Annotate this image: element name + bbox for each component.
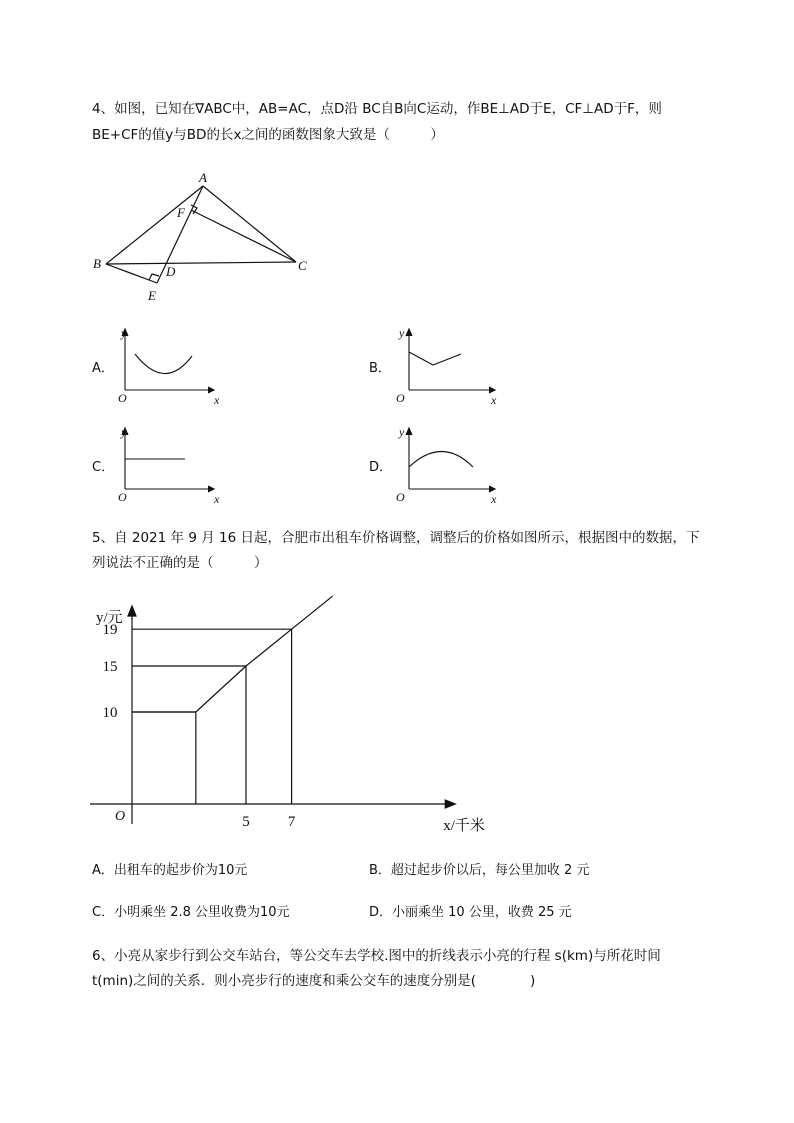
q4-option-d-graph xyxy=(387,421,507,511)
y-tick-label: 15 xyxy=(102,659,118,675)
q5-option-b: B．超过起步价以后，每公里加收 2 元 xyxy=(369,863,590,878)
label-E: E xyxy=(148,288,156,303)
label-B: B xyxy=(93,256,101,271)
x-axis-arrow xyxy=(445,800,455,808)
label-C: C xyxy=(298,258,307,273)
q5-text-line2: 列说法不正确的是（ ） xyxy=(92,555,268,571)
q4-text-line2: BE+CF的值y与BD的长x之间的函数图象大致是（ ） xyxy=(92,127,444,143)
axis-y-label: y xyxy=(399,425,405,439)
q4-option-c-letter: C． xyxy=(92,460,115,475)
y-axis-title: y/元 xyxy=(96,610,123,626)
y-tick-label: 10 xyxy=(102,705,118,721)
axis-y-label: y xyxy=(121,326,127,340)
q6-text-line1: 6、小亮从家步行到公交车站台，等公交车去学校.图中的折线表示小亮的行程 s(km)与所花时间 xyxy=(92,948,661,964)
axis-x-label: x xyxy=(491,393,497,407)
axis-x-label: x xyxy=(214,393,220,407)
q4-option-a-graph xyxy=(110,322,230,412)
axis-x-label: x xyxy=(214,492,220,506)
q4-option-b-letter: B． xyxy=(369,361,391,376)
label-A: A xyxy=(199,170,207,185)
q5-option-c: C．小明乘坐 2.8 公里收费为10元 xyxy=(92,905,290,920)
x-axis-title: x/千米 xyxy=(443,818,485,834)
y-axis-arrow xyxy=(128,606,136,616)
fare-line xyxy=(132,596,333,712)
fare-chart xyxy=(90,598,485,838)
axis-y-label: y xyxy=(121,425,127,439)
label-F: F xyxy=(177,205,185,220)
q4-text-line1: 4、如图，已知在∇ABC中，AB=AC，点D沿 BC自B向C运动，作BE⊥AD于E，CF⊥AD于F，则 xyxy=(92,101,662,117)
q4-option-c-graph xyxy=(110,421,230,511)
origin-label: O xyxy=(396,490,405,504)
q5-option-d: D．小丽乘坐 10 公里，收费 25 元 xyxy=(369,905,572,920)
q5-text-line1: 5、自 2021 年 9 月 16 日起，合肥市出租车价格调整，调整后的价格如图所示，根据图中的数据，下 xyxy=(92,530,700,546)
q4-option-d-letter: D． xyxy=(369,460,393,475)
triangle-figure xyxy=(0,0,794,320)
q5-option-a: A．出租车的起步价为10元 xyxy=(92,863,248,878)
axis-x-label: x xyxy=(491,492,497,506)
x-tick-label: 5 xyxy=(242,814,250,830)
x-tick-label: 7 xyxy=(287,814,296,830)
q4-option-b-graph xyxy=(387,322,507,412)
axis-y-label: y xyxy=(399,326,405,340)
q4-option-a-letter: A． xyxy=(92,361,114,376)
label-D: D xyxy=(166,264,176,279)
y-tick-label: 19 xyxy=(102,622,118,639)
origin-label: O xyxy=(114,809,126,824)
origin-label: O xyxy=(396,391,405,405)
origin-label: O xyxy=(118,490,127,504)
origin-label: O xyxy=(118,391,127,405)
q6-text-line2: t(min)之间的关系．则小亮步行的速度和乘公交车的速度分别是( ) xyxy=(92,973,536,989)
